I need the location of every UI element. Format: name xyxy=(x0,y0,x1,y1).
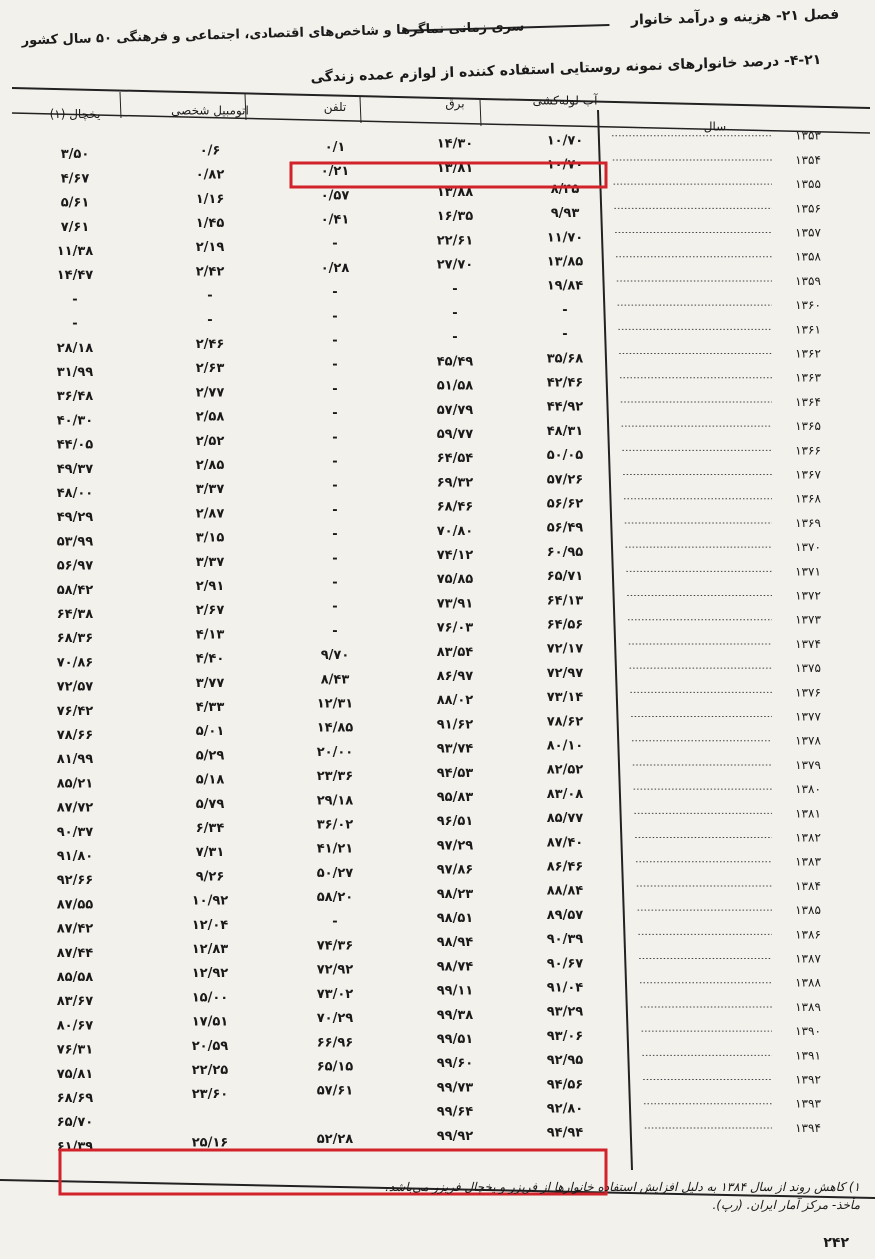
year-cell: ۱۳۵۶ xyxy=(795,201,821,216)
value-cell: ۵۰/۰۵ xyxy=(546,448,584,464)
year-cell: ۱۳۶۷ xyxy=(795,467,821,482)
value-cell: ۱۷/۵۱ xyxy=(191,1014,229,1030)
value-cell: ۷۰/۲۹ xyxy=(316,1011,354,1027)
value-cell: ۶۹/۳۲ xyxy=(436,475,474,491)
value-cell: ۱۴/۴۷ xyxy=(56,268,94,284)
value-cell: ۴۴/۰۵ xyxy=(56,437,94,453)
column-header-3: تلفن xyxy=(323,99,347,114)
value-cell: ۲۷/۷۰ xyxy=(436,257,474,273)
value-cell: ۷۶/۰۳ xyxy=(436,620,474,636)
value-cell: ۱۰/۷۰ xyxy=(546,133,584,149)
value-cell: ۲/۶۳ xyxy=(195,361,225,377)
value-cell: ۲۲/۲۵ xyxy=(191,1063,229,1079)
value-cell: ۱۳/۸۸ xyxy=(436,184,474,200)
value-cell: ۲۵/۱۶ xyxy=(191,1135,229,1151)
value-cell: ۷۲/۵۷ xyxy=(56,679,94,695)
value-cell: ۸۹/۵۷ xyxy=(546,907,584,923)
value-cell: ۱۶/۳۵ xyxy=(436,209,474,225)
value-cell: ۲۸/۱۸ xyxy=(56,340,94,356)
value-cell: ۸۰/۶۷ xyxy=(56,1018,94,1034)
value-cell: ۹۸/۲۳ xyxy=(436,886,474,902)
value-cell: ۹۸/۵۱ xyxy=(436,910,474,926)
value-cell: ۴۲/۴۶ xyxy=(546,375,584,391)
value-cell: ۲/۷۷ xyxy=(195,385,225,401)
value-cell: ۹۸/۷۴ xyxy=(436,959,474,975)
value-cell: ۴۹/۳۷ xyxy=(56,461,94,477)
value-cell: ۹۸/۹۴ xyxy=(436,935,474,951)
value-cell: ۹۹/۹۲ xyxy=(436,1128,474,1144)
value-cell: ۹۲/۶۶ xyxy=(56,873,94,889)
value-cell: ۳۶/۴۸ xyxy=(56,389,94,405)
value-cell: ۵۷/۷۹ xyxy=(436,402,474,418)
value-cell: ۳۱/۹۹ xyxy=(56,365,94,381)
value-cell: ۷۶/۴۲ xyxy=(56,703,94,719)
value-cell: ۸۲/۵۲ xyxy=(546,762,584,778)
value-cell: ۸۳/۶۷ xyxy=(56,994,94,1010)
value-cell: ۶۵/۷۰ xyxy=(56,1115,94,1131)
year-cell: ۱۳۸۵ xyxy=(795,903,821,918)
year-cell: ۱۳۷۶ xyxy=(795,685,821,700)
year-column-rule xyxy=(598,110,632,1170)
footnote-1: ۱) کاهش روند از سال ۱۳۸۴ به دلیل افزایش استفاده خانوارها از فریزر و یخچال فریزر می‌باشد. xyxy=(385,1180,860,1194)
value-cell: ۷/۶۱ xyxy=(60,219,90,235)
value-cell: ۴/۶۷ xyxy=(60,171,90,187)
year-cell: ۱۳۵۵ xyxy=(795,177,821,192)
year-cell: ۱۳۸۰ xyxy=(795,782,821,797)
year-cell: ۱۳۹۳ xyxy=(795,1096,821,1111)
value-cell: ۷۴/۱۲ xyxy=(436,547,474,563)
value-cell: ۲/۵۲ xyxy=(195,433,225,449)
value-cell: ۲۲/۶۱ xyxy=(436,233,474,249)
year-cell: ۱۳۹۱ xyxy=(795,1048,821,1063)
value-cell: ۱۱/۷۰ xyxy=(546,230,584,246)
value-cell: ۸۷/۴۲ xyxy=(56,921,94,937)
value-cell: ۱۳/۸۱ xyxy=(436,160,474,176)
value-cell: ۳/۱۵ xyxy=(195,530,225,546)
value-cell: - xyxy=(207,312,213,328)
value-cell: ۷۴/۳۶ xyxy=(316,938,354,954)
value-cell: ۲۳/۳۶ xyxy=(316,769,354,785)
value-cell: ۳/۳۷ xyxy=(195,482,225,498)
value-cell: ۵۷/۲۶ xyxy=(546,472,584,488)
value-cell: ۹۲/۸۰ xyxy=(546,1101,584,1117)
value-cell: ۹۴/۵۶ xyxy=(546,1077,584,1093)
year-cell: ۱۳۷۷ xyxy=(795,709,821,724)
value-cell: ۹۷/۸۶ xyxy=(436,862,474,878)
value-cell: ۵۱/۵۸ xyxy=(436,378,474,394)
value-cell: ۲۰/۰۰ xyxy=(316,744,354,760)
value-cell: ۹۳/۰۶ xyxy=(546,1028,584,1044)
column-header-4: اتومبیل شخصی xyxy=(171,103,249,118)
value-cell: ۷۶/۳۱ xyxy=(56,1042,94,1058)
value-cell: ۴۱/۲۱ xyxy=(316,841,354,857)
value-cell: - xyxy=(207,288,213,304)
value-cell: ۲/۹۱ xyxy=(195,579,225,595)
value-cell: ۰/۶ xyxy=(199,143,221,159)
year-cell: ۱۳۶۱ xyxy=(795,322,821,337)
year-cell: ۱۳۷۹ xyxy=(795,757,821,772)
value-cell: ۱/۱۶ xyxy=(195,191,225,207)
value-cell: ۱۲/۸۳ xyxy=(191,942,229,958)
value-cell: ۴۵/۴۹ xyxy=(436,354,474,370)
value-cell: ۰/۱ xyxy=(324,139,346,155)
year-cell: ۱۳۶۸ xyxy=(795,491,821,506)
value-cell: ۵۸/۴۲ xyxy=(56,582,94,598)
value-cell: ۹۱/۶۲ xyxy=(436,717,474,733)
value-cell: - xyxy=(72,292,78,308)
value-cell: ۶۱/۳۹ xyxy=(56,1139,94,1155)
value-cell: ۶۸/۶۹ xyxy=(56,1091,94,1107)
value-cell: ۹۹/۶۰ xyxy=(436,1056,474,1072)
value-cell: ۸۰/۱۰ xyxy=(546,738,584,754)
header-separator-0 xyxy=(120,92,121,118)
value-cell: ۷۰/۸۶ xyxy=(56,655,94,671)
value-cell: ۸۸/۰۲ xyxy=(436,693,474,709)
value-cell: ۷۳/۱۴ xyxy=(546,690,584,706)
year-cell: ۱۳۷۰ xyxy=(795,540,821,555)
value-cell: ۸۳/۰۸ xyxy=(546,786,584,802)
value-cell: ۵۷/۶۱ xyxy=(316,1083,354,1099)
value-cell: ۵۸/۲۰ xyxy=(316,890,354,906)
year-cell: ۱۳۶۳ xyxy=(795,370,821,385)
series-title: سری زمانی نماگرها و شاخص‌های اقتصادی، اجتماعی و فرهنگی ۵۰ سال کشور xyxy=(21,19,525,49)
value-cell: ۸/۴۳ xyxy=(320,672,350,688)
value-cell: ۱۲/۳۱ xyxy=(316,696,354,712)
value-cell: ۵۲/۲۸ xyxy=(316,1132,354,1148)
year-cell: ۱۳۵۷ xyxy=(795,225,821,240)
value-cell: ۹۵/۸۳ xyxy=(436,789,474,805)
value-cell: - xyxy=(332,285,338,301)
value-cell: ۸۱/۹۹ xyxy=(56,752,94,768)
value-cell: ۵۶/۶۲ xyxy=(546,496,584,512)
year-cell: ۱۳۸۸ xyxy=(795,975,821,990)
value-cell: ۹۱/۰۴ xyxy=(546,980,584,996)
table-title: ۴-۲۱- درصد خانوارهای نمونه روستایی استفاده کننده از لوازم عمده زندگی xyxy=(310,52,822,86)
value-cell: ۸۷/۴۴ xyxy=(56,945,94,961)
value-cell: ۹/۲۶ xyxy=(195,869,225,885)
value-cell: ۶۸/۴۶ xyxy=(436,499,474,515)
value-cell: ۵/۲۹ xyxy=(195,748,225,764)
value-cell: ۴۰/۳۰ xyxy=(56,413,94,429)
value-cell: ۱۴/۸۵ xyxy=(316,720,354,736)
value-cell: ۴/۳۳ xyxy=(195,700,225,716)
chapter-title: فصل ۲۱- هزینه و درآمد خانوار xyxy=(630,6,840,29)
value-cell: - xyxy=(332,333,338,349)
value-cell: ۱۹/۸۴ xyxy=(546,278,584,294)
year-cell: ۱۳۶۴ xyxy=(795,394,821,409)
value-cell: ۷۰/۸۰ xyxy=(436,523,474,539)
value-cell: ۱۲/۹۲ xyxy=(191,966,229,982)
value-cell: ۳/۳۷ xyxy=(195,554,225,570)
year-cell: ۱۳۵۸ xyxy=(795,249,821,264)
year-cell: ۱۳۵۹ xyxy=(795,273,821,288)
value-cell: ۹۷/۲۹ xyxy=(436,838,474,854)
value-cell: ۸۵/۷۷ xyxy=(546,811,584,827)
source-note: مأخذ- مرکز آمار ایران. (رپ). xyxy=(712,1198,860,1212)
value-cell: ۹۴/۹۴ xyxy=(546,1125,584,1141)
year-cell: ۱۳۸۴ xyxy=(795,878,821,893)
year-cell: ۱۳۷۴ xyxy=(795,636,821,651)
year-cell: ۱۳۵۴ xyxy=(795,152,821,167)
value-cell: ۲/۴۶ xyxy=(195,337,225,353)
value-cell: ۶/۳۴ xyxy=(195,821,225,837)
year-cell: ۱۳۵۳ xyxy=(795,128,821,143)
value-cell: ۷۵/۸۵ xyxy=(436,572,474,588)
value-cell: - xyxy=(332,478,338,494)
value-cell: ۵/۷۹ xyxy=(195,796,225,812)
value-cell: ۱۰/۷۰ xyxy=(546,157,584,173)
value-cell: ۳۵/۶۸ xyxy=(546,351,584,367)
year-cell: ۱۳۶۶ xyxy=(795,443,821,458)
year-cell: ۱۳۹۴ xyxy=(795,1120,821,1135)
value-cell: ۶۸/۳۶ xyxy=(56,631,94,647)
value-cell: ۵۹/۷۷ xyxy=(436,426,474,442)
value-cell: ۱/۴۵ xyxy=(195,216,225,232)
value-cell: - xyxy=(332,575,338,591)
value-cell: ۳/۷۷ xyxy=(195,675,225,691)
value-cell: ۵/۶۱ xyxy=(60,195,90,211)
year-cell: ۱۳۸۷ xyxy=(795,951,821,966)
value-cell: ۱۰/۹۲ xyxy=(191,893,229,909)
value-cell: ۷۲/۹۲ xyxy=(316,962,354,978)
value-cell: ۲۰/۵۹ xyxy=(191,1038,229,1054)
value-cell: - xyxy=(332,381,338,397)
value-cell: - xyxy=(332,599,338,615)
value-cell: ۹۹/۷۳ xyxy=(436,1080,474,1096)
value-cell: ۱۳/۸۵ xyxy=(546,254,584,270)
value-cell: ۷۳/۹۱ xyxy=(436,596,474,612)
value-cell: ۶۴/۵۶ xyxy=(546,617,584,633)
value-cell: ۲۹/۱۸ xyxy=(316,793,354,809)
value-cell: - xyxy=(332,914,338,930)
year-cell: ۱۳۷۸ xyxy=(795,733,821,748)
value-cell: ۴/۴۰ xyxy=(195,651,225,667)
value-cell: - xyxy=(332,430,338,446)
value-cell: - xyxy=(332,454,338,470)
value-cell: ۵۶/۴۹ xyxy=(546,520,584,536)
value-cell: ۵/۱۸ xyxy=(195,772,225,788)
year-cell: ۱۳۶۰ xyxy=(795,298,821,313)
value-cell: - xyxy=(452,305,458,321)
value-cell: ۷۸/۶۶ xyxy=(56,728,94,744)
value-cell: ۹۳/۷۴ xyxy=(436,741,474,757)
value-cell: ۶۰/۹۵ xyxy=(546,544,584,560)
value-cell: ۹/۹۳ xyxy=(550,206,580,222)
value-cell: ۸۷/۵۵ xyxy=(56,897,94,913)
value-cell: ۰/۲۸ xyxy=(320,260,350,276)
value-cell: ۷۵/۸۱ xyxy=(56,1066,94,1082)
value-cell: ۸۶/۴۶ xyxy=(546,859,584,875)
value-cell: ۶۵/۷۱ xyxy=(546,569,584,585)
value-cell: ۲/۸۷ xyxy=(195,506,225,522)
year-cell: ۱۳۸۹ xyxy=(795,999,821,1014)
value-cell: ۶۵/۱۵ xyxy=(316,1059,354,1075)
value-cell: ۹۴/۵۳ xyxy=(436,765,474,781)
header-top-rule xyxy=(12,88,870,108)
year-cell: ۱۳۷۳ xyxy=(795,612,821,627)
value-cell: ۰/۵۷ xyxy=(320,188,350,204)
value-cell: ۶۴/۵۴ xyxy=(436,451,474,467)
value-cell: ۲/۶۷ xyxy=(195,603,225,619)
value-cell: - xyxy=(452,330,458,346)
value-cell: - xyxy=(332,551,338,567)
value-cell: ۰/۸۲ xyxy=(195,167,225,183)
year-cell: ۱۳۷۵ xyxy=(795,661,821,676)
value-cell: ۹۲/۹۵ xyxy=(546,1053,584,1069)
value-cell: ۵/۰۱ xyxy=(195,724,225,740)
value-cell: ۸۷/۴۰ xyxy=(546,835,584,851)
year-cell: ۱۳۶۲ xyxy=(795,346,821,361)
value-cell: - xyxy=(332,527,338,543)
value-cell: ۶۴/۱۳ xyxy=(546,593,584,609)
value-cell: ۹۹/۱۱ xyxy=(436,983,474,999)
year-cell: ۱۳۹۰ xyxy=(795,1024,821,1039)
value-cell: ۸۶/۹۷ xyxy=(436,668,474,684)
value-cell: ۵۰/۲۷ xyxy=(316,865,354,881)
value-cell: - xyxy=(562,327,568,343)
value-cell: ۶۶/۹۶ xyxy=(316,1035,354,1051)
value-cell: - xyxy=(332,236,338,252)
value-cell: ۹۰/۳۷ xyxy=(56,824,94,840)
value-cell: ۹/۷۰ xyxy=(320,648,350,664)
table-body xyxy=(57,129,822,1155)
value-cell: - xyxy=(332,357,338,373)
value-cell: ۸۵/۲۱ xyxy=(56,776,94,792)
value-cell: - xyxy=(332,406,338,422)
year-cell: ۱۳۸۲ xyxy=(795,830,821,845)
value-cell: ۸۵/۵۸ xyxy=(56,970,94,986)
value-cell: ۶۴/۳۸ xyxy=(56,607,94,623)
value-cell: - xyxy=(452,281,458,297)
value-cell: ۴۹/۲۹ xyxy=(56,510,94,526)
year-cell: ۱۳۶۹ xyxy=(795,515,821,530)
column-header-5: یخچال (۱) xyxy=(49,107,101,122)
page-number: ۲۴۲ xyxy=(823,1235,849,1251)
value-cell: ۹۰/۶۷ xyxy=(546,956,584,972)
value-cell: ۲۳/۶۰ xyxy=(191,1087,229,1103)
value-cell: ۹۶/۵۱ xyxy=(436,814,474,830)
value-cell: ۸/۴۵ xyxy=(550,181,580,197)
year-cell: ۱۳۸۱ xyxy=(795,806,821,821)
value-cell: ۷۲/۱۷ xyxy=(546,641,584,657)
value-cell: ۴/۱۳ xyxy=(195,627,225,643)
value-cell: ۱۵/۰۰ xyxy=(191,990,229,1006)
value-cell: - xyxy=(72,316,78,332)
value-cell: ۴۸/۳۱ xyxy=(546,423,584,439)
value-cell: ۹۰/۳۹ xyxy=(546,932,584,948)
value-cell: ۲/۱۹ xyxy=(195,240,225,256)
value-cell: ۳/۵۰ xyxy=(60,147,90,163)
value-cell: ۷۲/۹۷ xyxy=(546,665,584,681)
footnotes xyxy=(320,1180,860,1216)
value-cell: - xyxy=(332,623,338,639)
value-cell: ۸۸/۸۴ xyxy=(546,883,584,899)
value-cell: ۰/۴۱ xyxy=(320,212,350,228)
value-cell: ۷/۳۱ xyxy=(195,845,225,861)
value-cell: ۱۲/۰۴ xyxy=(191,917,229,933)
value-cell: ۵۶/۹۷ xyxy=(56,558,94,574)
value-cell: ۵۳/۹۹ xyxy=(56,534,94,550)
value-cell: ۰/۲۱ xyxy=(320,164,350,180)
value-cell: ۹۹/۶۴ xyxy=(436,1104,474,1120)
value-cell: ۹۱/۸۰ xyxy=(56,849,94,865)
column-header-2: برق xyxy=(445,96,465,111)
value-cell: ۱۱/۳۸ xyxy=(56,244,94,260)
value-cell: ۱۴/۳۰ xyxy=(436,136,474,152)
value-cell: ۴۸/۰۰ xyxy=(56,486,94,502)
value-cell: - xyxy=(562,302,568,318)
value-cell: - xyxy=(332,502,338,518)
header-separator-2 xyxy=(360,97,361,123)
year-cell: ۱۳۹۲ xyxy=(795,1072,821,1087)
header-separator-3 xyxy=(480,100,481,126)
year-cell: ۱۳۶۵ xyxy=(795,419,821,434)
value-cell: ۲/۵۸ xyxy=(195,409,225,425)
value-cell: ۹۹/۵۱ xyxy=(436,1031,474,1047)
value-cell: ۷۳/۰۲ xyxy=(316,986,354,1002)
value-cell: ۷۸/۶۲ xyxy=(546,714,584,730)
year-cell: ۱۳۷۱ xyxy=(795,564,821,579)
year-cell: ۱۳۸۶ xyxy=(795,927,821,942)
value-cell: ۸۳/۵۴ xyxy=(436,644,474,660)
value-cell: ۹۳/۲۹ xyxy=(546,1004,584,1020)
value-cell: - xyxy=(332,309,338,325)
column-header-1: آب لوله‌کشی xyxy=(532,93,598,108)
value-cell: ۸۷/۷۲ xyxy=(56,800,94,816)
value-cell: ۹۹/۳۸ xyxy=(436,1007,474,1023)
value-cell: ۴۴/۹۲ xyxy=(546,399,584,415)
value-cell: ۳۶/۰۲ xyxy=(316,817,354,833)
year-cell: ۱۳۸۳ xyxy=(795,854,821,869)
year-cell: ۱۳۷۲ xyxy=(795,588,821,603)
value-cell: ۲/۸۵ xyxy=(195,458,225,474)
value-cell: ۲/۴۲ xyxy=(195,264,225,280)
column-header-0: سال xyxy=(703,119,727,134)
header-bottom-rule xyxy=(12,113,870,133)
